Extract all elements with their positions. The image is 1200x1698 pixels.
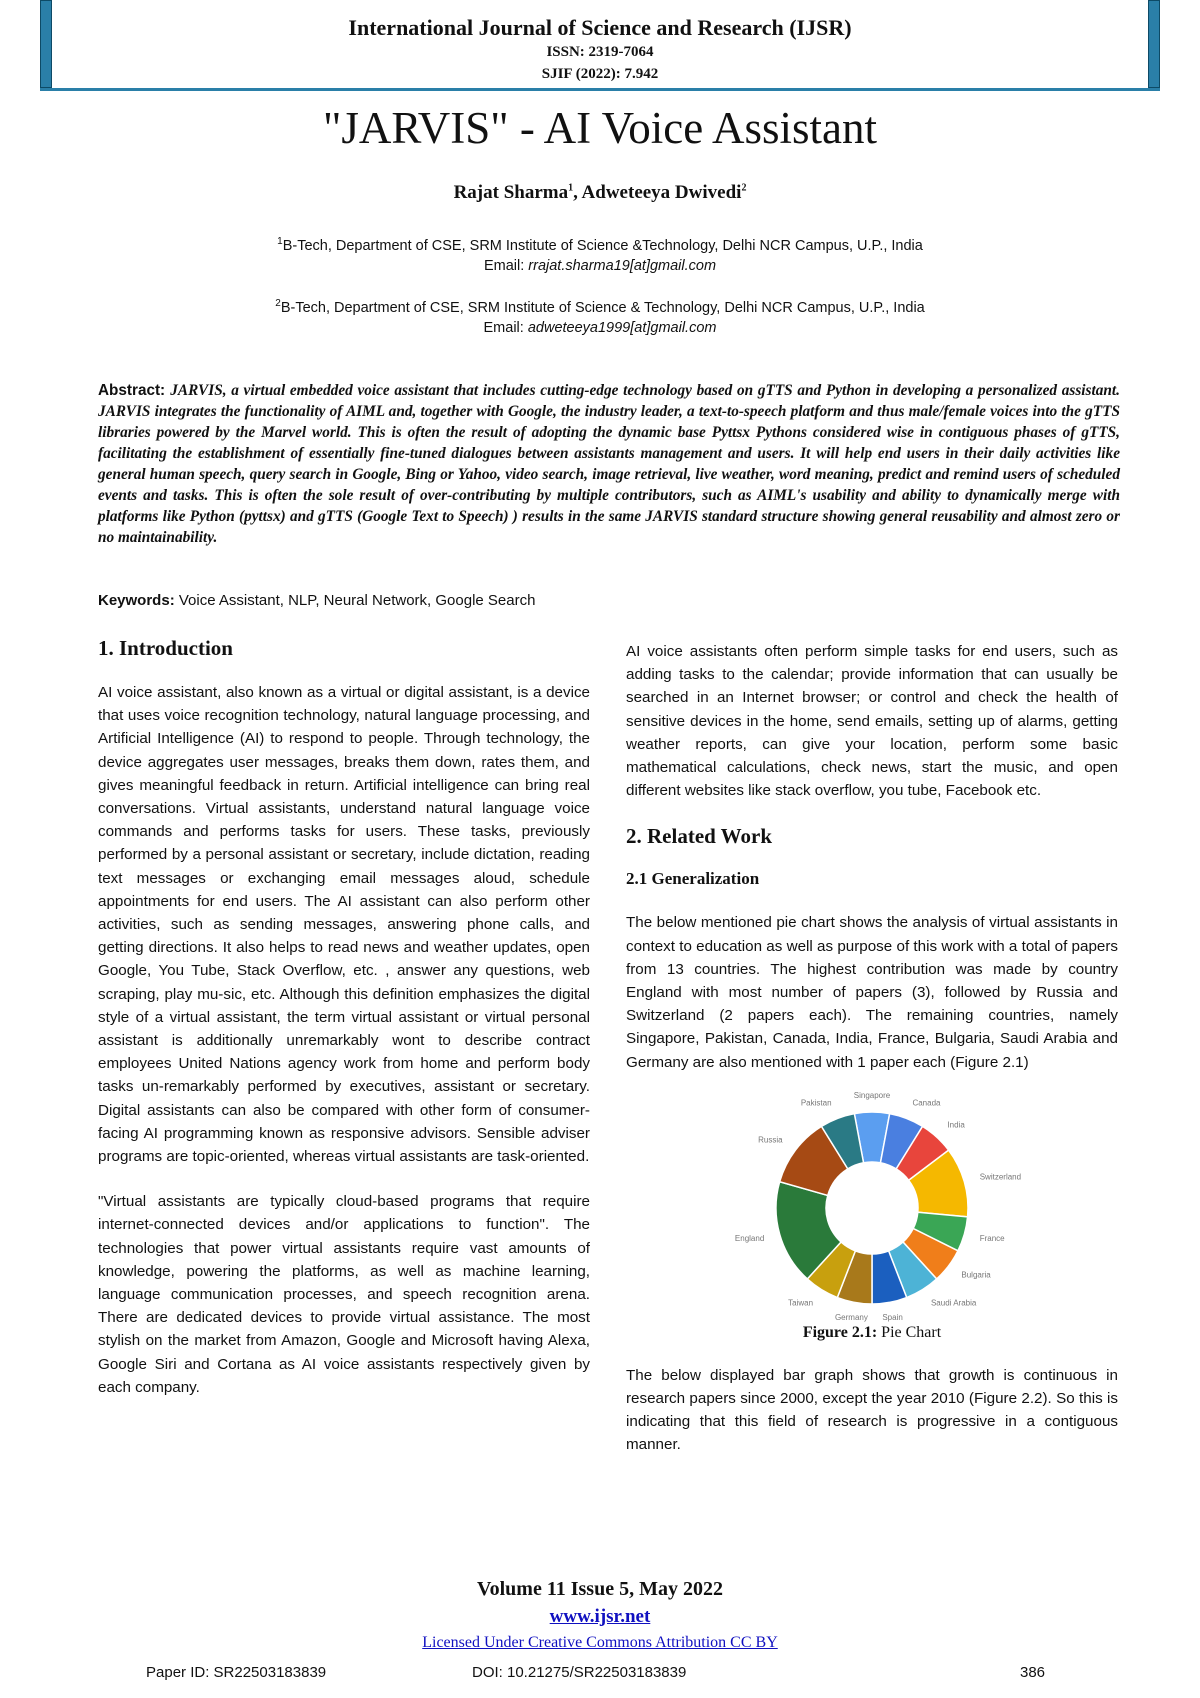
footer-page-number: 386 xyxy=(1020,1664,1046,1681)
pie-label-singapore: Singapore xyxy=(853,1090,891,1100)
pie-chart xyxy=(732,1090,1022,1323)
pie-label-pakistan: Pakistan xyxy=(800,1098,832,1108)
affiliation-2-email-label: Email: xyxy=(483,319,528,336)
journal-issn: ISSN: 2319-7064 xyxy=(546,44,654,60)
intro-paragraph-2: "Virtual assistants are typically cloud-based programs that require internet-connected devices and/or applications to function". The technologies that power virtual assistants require vast amounts of knowledge, powering the platforms, as well as machine learning, language communication processes, and speech recognition arena. There are dedicated devices to provide virtual assistance. The most stylish on the market from Amazon, Google and Microsoft having Alexa, Google Siri and Cortana as AI voice assistants respectively given by each company. xyxy=(98,1193,590,1396)
keywords-text: Voice Assistant, NLP, Neural Network, Google Search xyxy=(178,592,536,609)
intro-paragraph-1: AI voice assistant, also known as a virtual or digital assistant, is a device that uses voice recognition technology, natural language processing, and Artificial Intelligence (AI) to respond to people. Through technology, the device aggregates user messages, breaks them down, rates them, and gives meaningful feedback in return. Artificial intelligence can bring real conversations. Virtual assistants, understand natural language voice commands and performs tasks for users. These tasks, previously performed by a personal assistant or secretary, include dictation, reading text messages or exchanging email messages aloud, schedule appointments for end users. The AI assistant can also perform other activities, such as sending messages, answering phone calls, and getting directions. It also helps to read news and weather updates, open Google, You Tube, Stack Overflow, etc. , answer any questions, web scraping, play mu-sic, etc. Although this definition emphasizes the digital style of a virtual assistant, the term virtual assistant or virtual personal assistant is additionally unremarkably wont to describe contract employees United Nations agency work from home and perform body tasks un-remarkably performed by executives, assistant or secretary. Digital assistants can also be compared with other form of consumer-facing AI programming known as responsive advisors. Sensible adviser programs are topic-oriented, whereas virtual assistants are task-oriented. xyxy=(98,684,590,1166)
figure-caption-label: Figure 2.1: xyxy=(802,1323,878,1341)
affiliation-2-email[interactable]: adweteeya1999[at]gmail.com xyxy=(527,319,717,336)
pie-label-india: India xyxy=(947,1120,965,1130)
footer-url-link[interactable]: www.ijsr.net xyxy=(549,1606,651,1627)
journal-sjif: SJIF (2022): 7.942 xyxy=(541,66,659,82)
author-sep: , xyxy=(573,182,582,203)
pie-label-saudi-arabia: Saudi Arabia xyxy=(930,1298,977,1308)
pie-label-germany: Germany xyxy=(834,1313,868,1323)
footer-license-link[interactable]: Licensed Under Creative Commons Attribution CC BY xyxy=(422,1634,778,1651)
subsection-heading-generalization: 2.1 Generalization xyxy=(626,869,760,889)
paper-title: "JARVIS" - AI Voice Assistant xyxy=(322,103,878,153)
journal-name: International Journal of Science and Research (IJSR) xyxy=(348,15,852,40)
footer-doi: DOI: 10.21275/SR22503183839 xyxy=(472,1664,687,1681)
authors xyxy=(0,182,1200,204)
affiliation-1-text: B-Tech, Department of CSE, SRM Institute of Science &Technology, Delhi NCR Campus, U.P., India xyxy=(282,237,923,254)
left-column xyxy=(98,636,590,1421)
figure-caption xyxy=(626,1324,1118,1342)
pie-label-bulgaria: Bulgaria xyxy=(961,1270,991,1280)
author-2-sup: 2 xyxy=(741,182,747,194)
pie-label-switzerland: Switzerland xyxy=(979,1172,1022,1182)
affiliation-2-sup: 2 xyxy=(275,298,281,309)
related-paragraph-1: The below mentioned pie chart shows the analysis of virtual assistants in context to education as well as purpose of this work with a total of papers from 13 countries. The highest contribution was made by country England with most number of papers (3), followed by Russia and Switzerland (2 papers each). The remaining countries, namely Singapore, Pakistan, Canada, India, France, Bulgaria, Saudi Arabia and Germany are also mentioned with 1 paper each (Figure 2.1) xyxy=(626,914,1118,1071)
affiliation-1-sup: 1 xyxy=(277,236,283,247)
figure-pie-chart xyxy=(626,1090,1118,1323)
footer-paper-id: Paper ID: SR22503183839 xyxy=(146,1664,327,1681)
related-paragraph-2: The below displayed bar graph shows that growth is continuous in research papers since 2000, except the year 2010 (Figure 2.2). So this is indicating that this field of research is progressive in a contiguous manner. xyxy=(626,1366,1118,1454)
pie-label-france: France xyxy=(979,1233,1005,1243)
right-column xyxy=(626,640,1118,1479)
keywords xyxy=(98,592,535,609)
figure-caption-text: Pie Chart xyxy=(877,1323,942,1341)
pie-label-russia: Russia xyxy=(758,1135,783,1145)
abstract-label: Abstract: xyxy=(98,382,171,399)
abstract xyxy=(98,380,1120,548)
section-heading-introduction: 1. Introduction xyxy=(98,636,233,660)
pie-label-taiwan: Taiwan xyxy=(788,1298,814,1308)
affiliation-2-text: B-Tech, Department of CSE, SRM Institute of Science & Technology, Delhi NCR Campus, U.P., India xyxy=(280,299,925,316)
affiliation-1-email-label: Email: xyxy=(483,257,529,274)
affiliation-1-email[interactable]: rrajat.sharma19[at]gmail.com xyxy=(528,257,717,274)
pie-label-canada: Canada xyxy=(912,1098,941,1108)
pie-label-spain: Spain xyxy=(882,1313,903,1323)
author-1: Rajat Sharma xyxy=(453,182,569,203)
abstract-text: JARVIS, a virtual embedded voice assistant that includes cutting-edge technology based on gTTS and Python in developing a personalized assistant. JARVIS integrates the functionality of AIML and, together with Google, the industry leader, a text-to-speech platform and thus male/female voices into the gTTS libraries powered by the Marvel world. This is often the result of adopting the dynamic base Pyttsx Pythons considered wise in contiguous phases of gTTS, facilitating the establishment of essentially fine-tuned dialogues between assistants management and users. It will help end users in their daily activities like general human speech, query search in Google, Bing or Yahoo, video search, image retrieval, live weather, word meaning, predict and remind users of scheduled events and tasks. This is often the sole result of over-contributing by multiple contributors, such as AIML's usability and ability to dynamically merge with platforms like Python (pyttsx) and gTTS (Google Text to Speech) ) results in the same JARVIS standard structure showing general reusability and almost zero or no maintainability. xyxy=(98,382,1120,546)
section-heading-related-work: 2. Related Work xyxy=(626,824,773,849)
footer-volume: Volume 11 Issue 5, May 2022 xyxy=(477,1578,723,1600)
author-2: Adweteeya Dwivedi xyxy=(581,182,742,203)
affiliation-2 xyxy=(0,294,1200,338)
pie-label-england: England xyxy=(734,1233,765,1243)
header-rule xyxy=(40,88,1160,91)
keywords-label: Keywords: xyxy=(98,592,179,609)
intro-paragraph-3: AI voice assistants often perform simple tasks for end users, such as adding tasks to the calendar; provide information that can usually be searched in an Internet browser; or control and check the health of sensitive devices in the home, send emails, setting up of alarms, getting weather reports, can give your location, perform some basic mathematical calculations, check news, start the music, and open different websites like stack overflow, you tube, Facebook etc. xyxy=(626,643,1118,800)
author-1-sup: 1 xyxy=(568,182,574,194)
affiliation-1 xyxy=(0,232,1200,276)
